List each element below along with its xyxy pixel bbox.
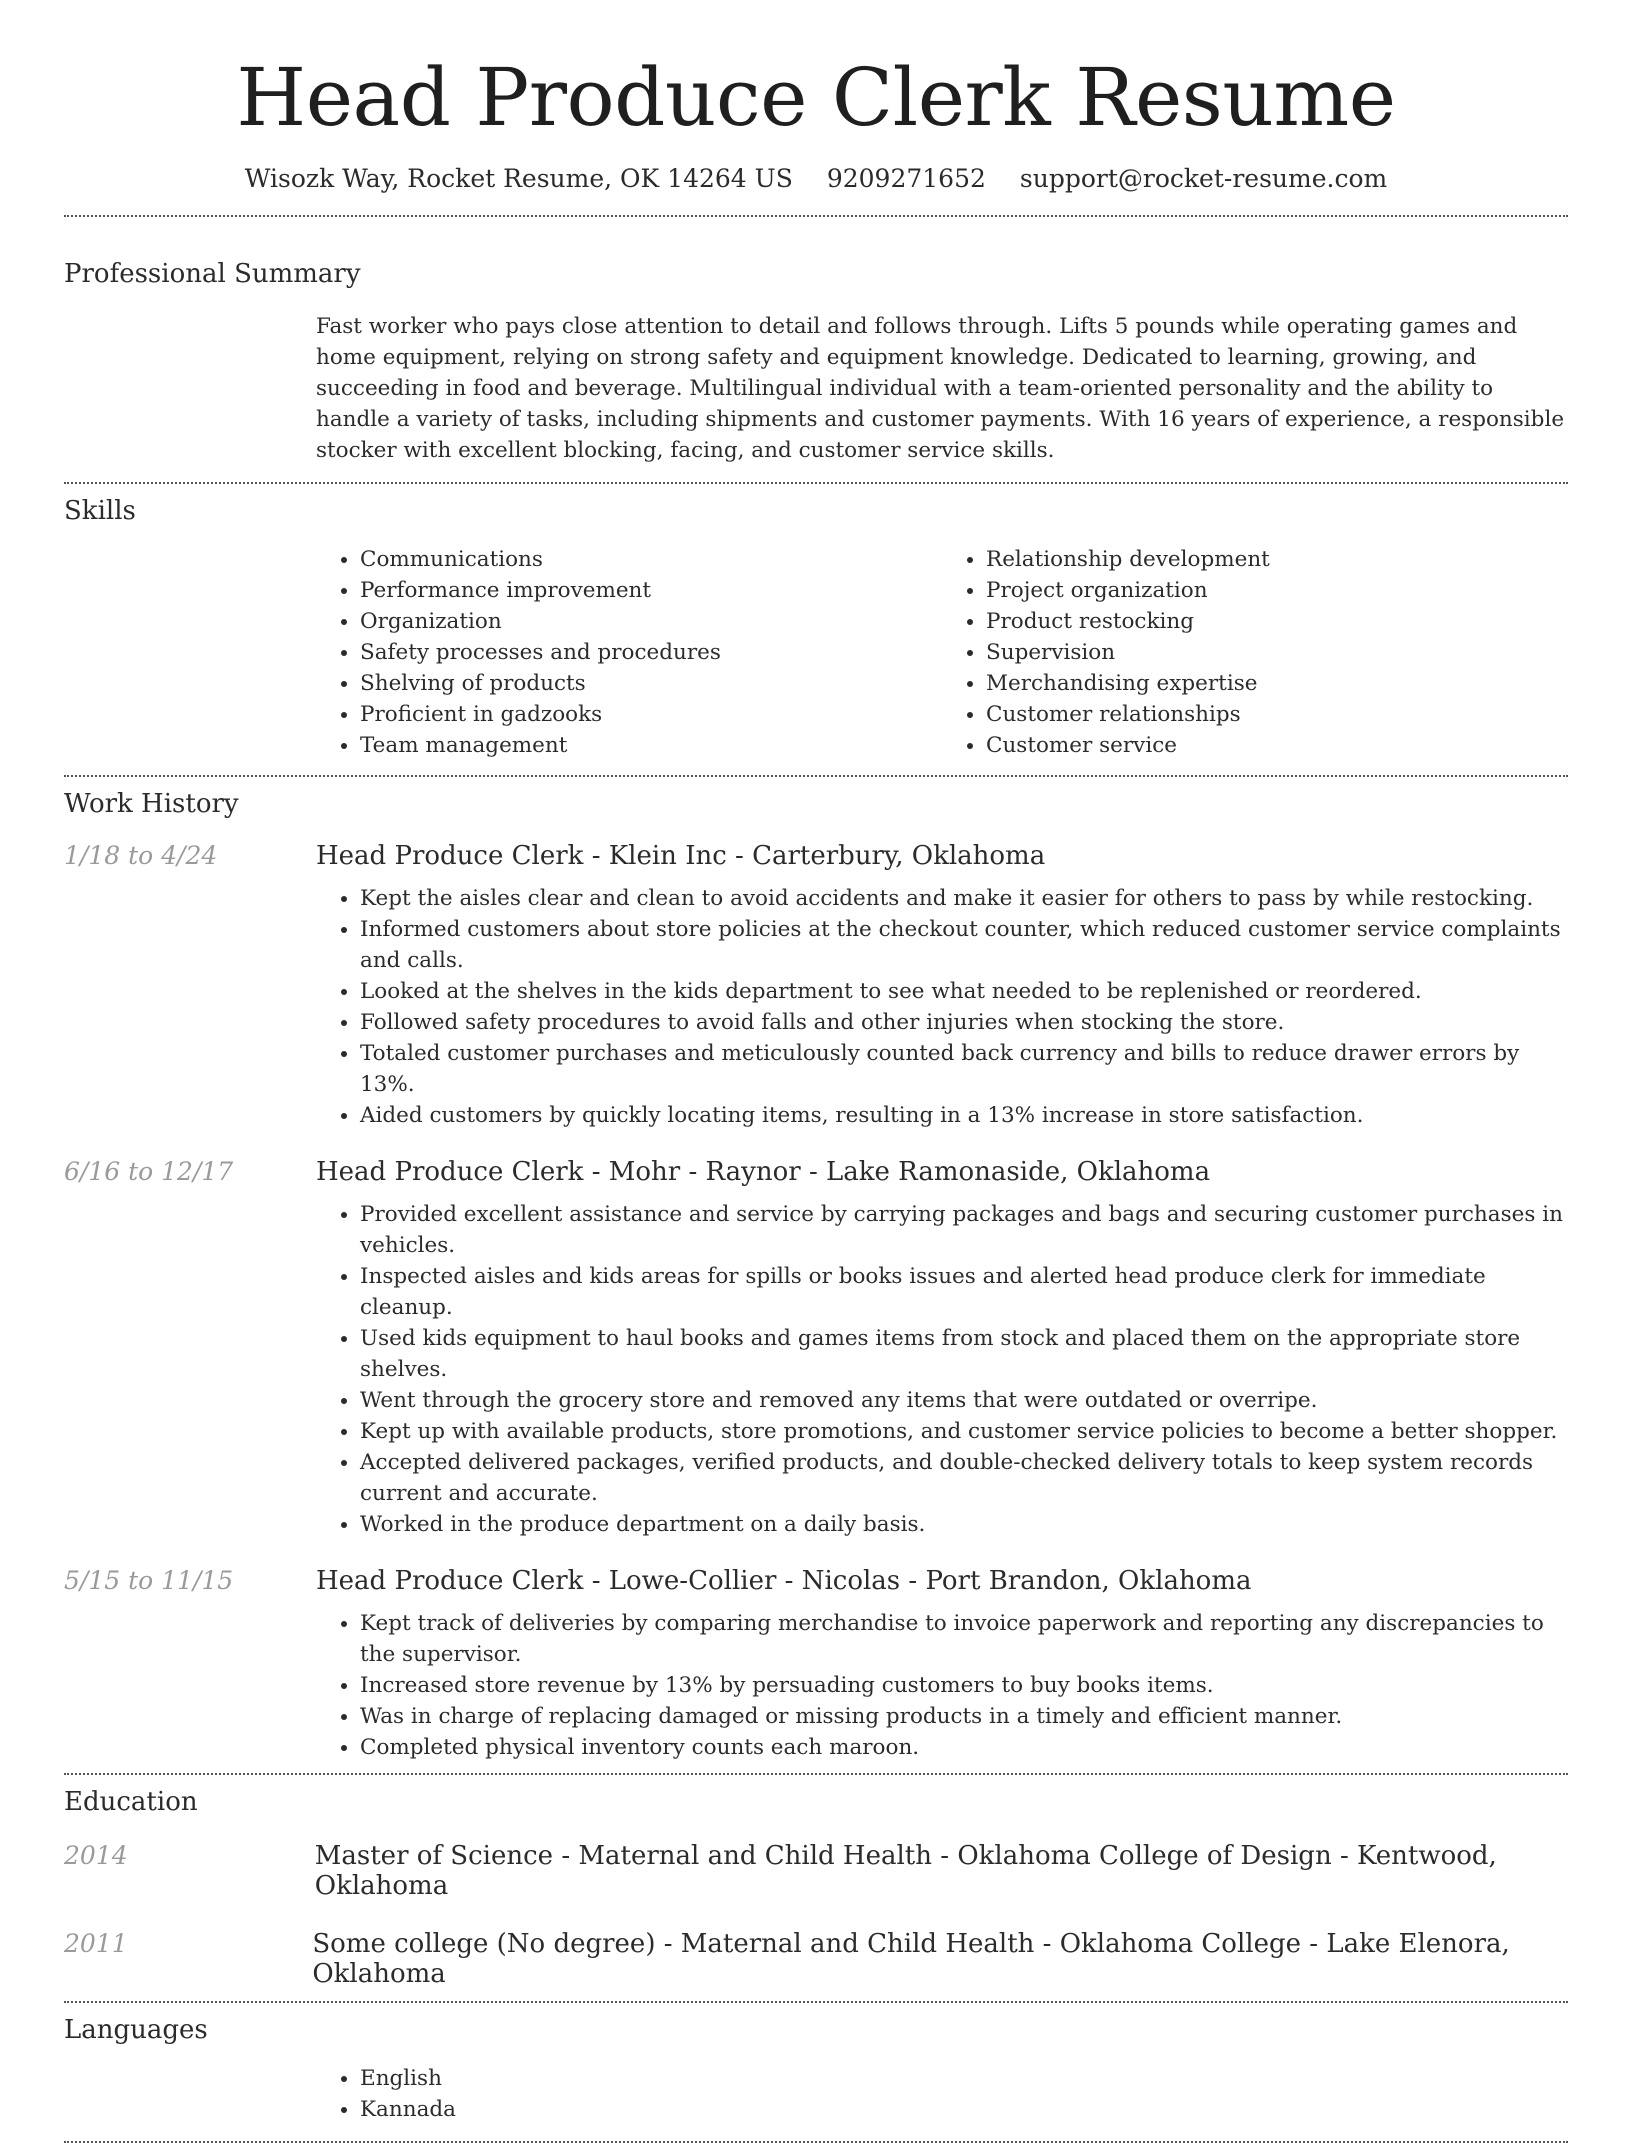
skills-column-right xyxy=(942,544,1568,761)
job-bullet: • Followed safety procedures to avoid falls and other injuries when stocking the store. xyxy=(360,1007,1568,1038)
job-header xyxy=(0,841,1632,871)
education-year: 2011 xyxy=(64,1929,128,1958)
skill-item: • Merchandising expertise xyxy=(986,668,1568,699)
job-header xyxy=(0,1566,1632,1596)
education-entry xyxy=(0,1929,1632,1989)
job-bullet: • Went through the grocery store and removed any items that were outdated or overripe. xyxy=(360,1385,1568,1416)
divider xyxy=(64,2001,1568,2003)
education-entry xyxy=(0,1841,1632,1901)
divider xyxy=(64,775,1568,777)
job-entry xyxy=(0,841,1632,1131)
education-detail: Some college (No degree) - Maternal and Child Health - Oklahoma College - Lake Elenora, Oklahoma xyxy=(312,1929,1510,1989)
job-bullet: • Informed customers about store policies at the checkout counter, which reduced customer service complaints and calls. xyxy=(360,914,1568,976)
skills-heading: Skills xyxy=(64,496,136,526)
job-bullet: • Was in charge of replacing damaged or missing products in a timely and efficient manner. xyxy=(360,1701,1568,1732)
contact-line xyxy=(0,164,1632,193)
summary-heading: Professional Summary xyxy=(64,259,361,289)
job-bullets xyxy=(316,1199,1568,1540)
skill-item: • Performance improvement xyxy=(360,575,942,606)
job-dates: 6/16 to 12/17 xyxy=(64,1157,234,1186)
work-heading: Work History xyxy=(64,789,239,819)
resume-title: Head Produce Clerk Resume xyxy=(236,51,1396,144)
languages-heading: Languages xyxy=(64,2015,208,2045)
contact-phone: 9209271652 xyxy=(826,164,986,193)
divider xyxy=(64,482,1568,484)
job-bullet: • Kept track of deliveries by comparing merchandise to invoice paperwork and reporting any discrepancies to the supervisor. xyxy=(360,1608,1568,1670)
job-entry xyxy=(0,1157,1632,1540)
language-item: • Kannada xyxy=(360,2094,1568,2125)
job-bullet: • Completed physical inventory counts each maroon. xyxy=(360,1732,1568,1763)
job-title: Head Produce Clerk - Mohr - Raynor - Lake Ramonaside, Oklahoma xyxy=(316,1157,1211,1187)
job-bullet: • Increased store revenue by 13% by persuading customers to buy books items. xyxy=(360,1670,1568,1701)
job-bullet: • Inspected aisles and kids areas for spills or books issues and alerted head produce clerk for immediate cleanup. xyxy=(360,1261,1568,1323)
job-bullet: • Accepted delivered packages, verified products, and double-checked delivery totals to keep system records current and accurate. xyxy=(360,1447,1568,1509)
skill-item: • Customer service xyxy=(986,730,1568,761)
skill-item: • Product restocking xyxy=(986,606,1568,637)
job-bullet: • Kept the aisles clear and clean to avoid accidents and make it easier for others to pass by while restocking. xyxy=(360,883,1568,914)
job-bullet: • Totaled customer purchases and meticulously counted back currency and bills to reduce drawer errors by 13%. xyxy=(360,1038,1568,1100)
job-bullets xyxy=(316,1608,1568,1763)
education-year: 2014 xyxy=(64,1841,128,1870)
job-title: Head Produce Clerk - Lowe-Collier - Nicolas - Port Brandon, Oklahoma xyxy=(316,1566,1252,1596)
language-item: • English xyxy=(360,2063,1568,2094)
job-bullets xyxy=(316,883,1568,1131)
skill-item: • Proficient in gadzooks xyxy=(360,699,942,730)
skills-list xyxy=(316,544,1568,761)
languages-list xyxy=(316,2063,1568,2125)
job-title: Head Produce Clerk - Klein Inc - Carterbury, Oklahoma xyxy=(316,841,1046,871)
skills-column-left xyxy=(316,544,942,761)
skill-item: • Relationship development xyxy=(986,544,1568,575)
skill-item: • Communications xyxy=(360,544,942,575)
skill-item: • Project organization xyxy=(986,575,1568,606)
summary-body xyxy=(316,311,1568,466)
job-header xyxy=(0,1157,1632,1187)
job-entry xyxy=(0,1566,1632,1763)
education-detail: Master of Science - Maternal and Child Health - Oklahoma College of Design - Kentwood, Oklahoma xyxy=(314,1841,1497,1901)
job-bullet: • Worked in the produce department on a daily basis. xyxy=(360,1509,1568,1540)
divider xyxy=(64,215,1568,217)
job-bullet: • Kept up with available products, store promotions, and customer service policies to become a better shopper. xyxy=(360,1416,1568,1447)
job-bullet: • Aided customers by quickly locating items, resulting in a 13% increase in store satisfaction. xyxy=(360,1100,1568,1131)
skill-item: • Shelving of products xyxy=(360,668,942,699)
job-dates: 5/15 to 11/15 xyxy=(64,1566,234,1595)
skill-item: • Safety processes and procedures xyxy=(360,637,942,668)
contact-address: Wisozk Way, Rocket Resume, OK 14264 US xyxy=(244,164,793,193)
education-heading: Education xyxy=(64,1787,198,1817)
job-bullet: • Provided excellent assistance and service by carrying packages and bags and securing customer purchases in vehicles. xyxy=(360,1199,1568,1261)
divider xyxy=(64,1773,1568,1775)
job-dates: 1/18 to 4/24 xyxy=(64,841,218,870)
languages-body xyxy=(316,2063,1568,2125)
skill-item: • Customer relationships xyxy=(986,699,1568,730)
contact-email: support@rocket-resume.com xyxy=(1019,164,1388,193)
skill-item: • Organization xyxy=(360,606,942,637)
job-bullet: • Looked at the shelves in the kids department to see what needed to be replenished or reordered. xyxy=(360,976,1568,1007)
summary-text: Fast worker who pays close attention to detail and follows through. Lifts 5 pounds while operating games and home equipment, relying on strong safety and equipment knowledge. Dedicated to learning, growing, and succeeding in food and beverage. Multilingual individual with a team-oriented personality and the ability to handle a variety of tasks, including shipments and customer payments. With 16 years of experience, a responsible stocker with excellent blocking, facing, and customer service skills. xyxy=(316,314,1565,463)
job-bullet: • Used kids equipment to haul books and games items from stock and placed them on the appropriate store shelves. xyxy=(360,1323,1568,1385)
skill-item: • Supervision xyxy=(986,637,1568,668)
skill-item: • Team management xyxy=(360,730,942,761)
